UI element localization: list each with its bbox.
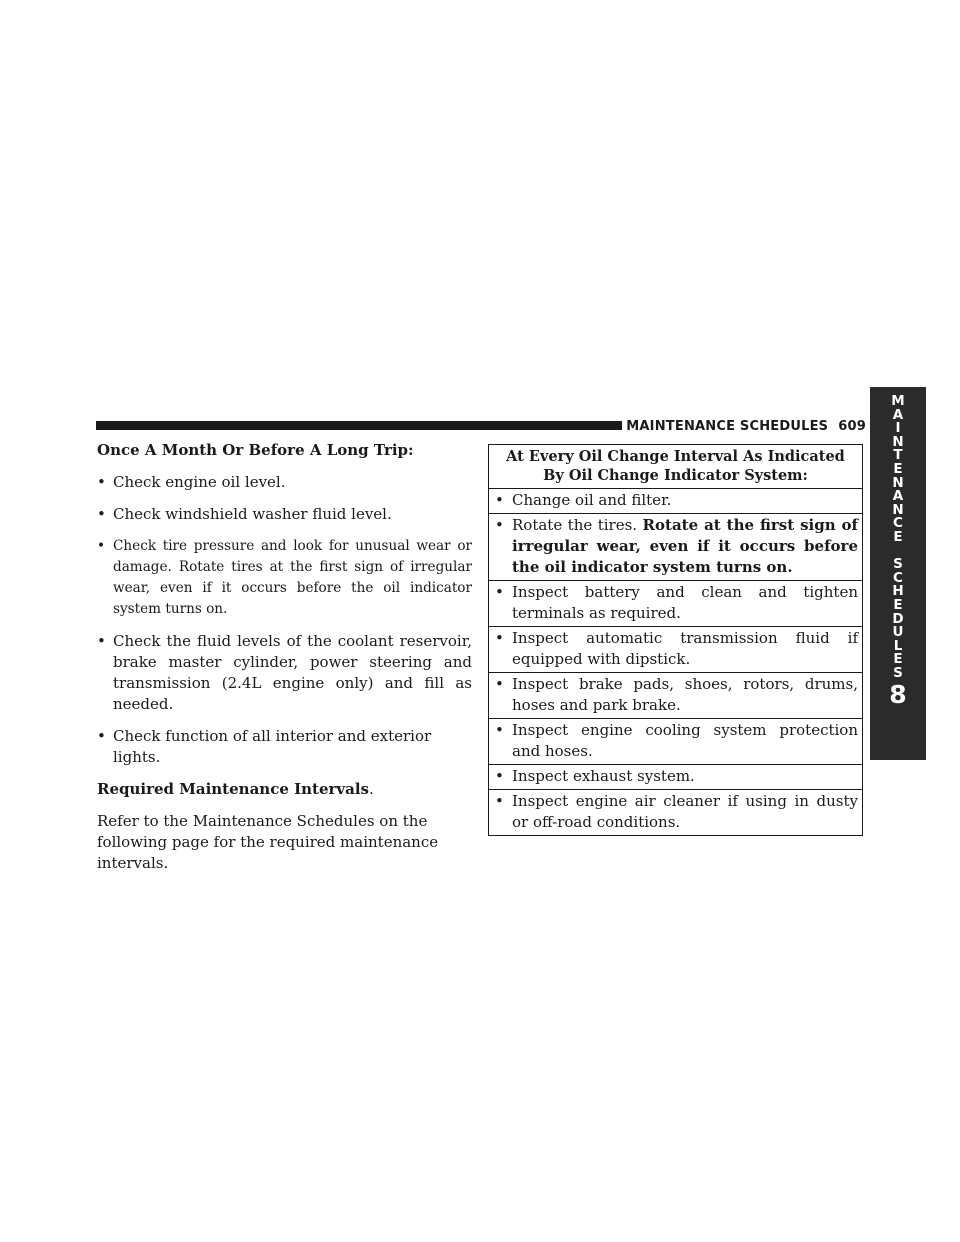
tab-letter: A: [892, 488, 904, 505]
tab-letter: E: [893, 528, 903, 545]
tab-letter: D: [892, 610, 904, 627]
table-row: • Rotate the tires. Rotate at the first sign of irregular wear, even if it occurs before the oil indicator system turns on.: [489, 514, 862, 581]
chapter-tab: [870, 387, 926, 760]
table-row: • Inspect exhaust system.: [489, 765, 862, 790]
bullet-icon: •: [495, 583, 504, 601]
tab-letter: L: [893, 637, 903, 654]
bullet-icon: •: [97, 538, 106, 554]
bullet-icon: •: [97, 632, 106, 650]
tab-letter: I: [895, 420, 901, 437]
list-item: • Check windshield washer fluid level.: [97, 505, 392, 523]
monthly-checklist: [97, 472, 472, 768]
tab-letter: E: [893, 596, 903, 613]
bullet-icon: •: [495, 491, 504, 509]
bullet-icon: •: [97, 727, 106, 745]
tab-letter: M: [891, 393, 905, 409]
tab-letter: S: [893, 664, 903, 681]
list-item: • Check engine oil level.: [97, 473, 286, 491]
bullet-icon: •: [97, 473, 106, 491]
bullet-icon: •: [495, 721, 504, 739]
monthly-heading: Once A Month Or Before A Long Trip:: [97, 441, 414, 459]
box-title: At Every Oil Change Interval As Indicated By Oil Change Indicator System:: [489, 445, 862, 489]
left-column: [97, 440, 472, 885]
table-row: • Inspect engine cooling system protection and hoses.: [489, 719, 862, 765]
tab-letter: S: [893, 556, 903, 573]
section-title: MAINTENANCE SCHEDULES: [626, 418, 829, 434]
page-number: 609: [838, 418, 866, 434]
table-row: • Inspect automatic transmission fluid if equipped with dipstick.: [489, 627, 862, 673]
tab-letter: C: [893, 569, 903, 586]
intervals-paragraph: Refer to the Maintenance Schedules on the following page for the required maintenance intervals.: [97, 812, 439, 872]
bullet-icon: •: [495, 675, 504, 693]
bullet-icon: •: [495, 629, 504, 647]
bullet-icon: •: [495, 792, 504, 810]
tab-letter: N: [892, 433, 904, 450]
table-row: • Inspect brake pads, shoes, rotors, drums, hoses and park brake.: [489, 673, 862, 719]
list-item: • Check tire pressure and look for unusual wear or damage. Rotate tires at the first sign of irregular wear, even if it occurs before the oil indicator system turns on.: [97, 538, 472, 617]
bullet-icon: •: [495, 767, 504, 785]
bullet-icon: •: [97, 505, 106, 523]
running-header: [622, 417, 870, 435]
tab-letter: H: [892, 583, 904, 600]
tab-letter: C: [893, 515, 903, 532]
table-row: • Inspect engine air cleaner if using in dusty or off-road conditions.: [495, 792, 858, 831]
chapter-tab-label: [891, 395, 904, 680]
table-row: • Change oil and filter.: [489, 489, 862, 514]
table-row: • Inspect battery and clean and tighten terminals as required.: [489, 581, 862, 627]
bullet-icon: •: [495, 516, 504, 534]
list-item: • Check the fluid levels of the coolant reservoir, brake master cylinder, power steering and transmission (2.4L engine only) and fill as needed.: [97, 632, 472, 713]
tab-letter: E: [893, 460, 903, 477]
list-item: • Check function of all interior and exterior lights.: [97, 727, 432, 766]
tab-letter: N: [892, 501, 904, 518]
tab-letter: U: [892, 624, 904, 641]
tab-letter: N: [892, 474, 904, 491]
oil-change-checklist-box: [488, 444, 863, 836]
tab-letter: E: [893, 651, 903, 668]
chapter-number: 8: [889, 680, 907, 710]
tab-letter: A: [892, 406, 904, 423]
required-intervals-heading: Required Maintenance Intervals.: [97, 780, 374, 798]
tab-letter: T: [893, 447, 903, 464]
